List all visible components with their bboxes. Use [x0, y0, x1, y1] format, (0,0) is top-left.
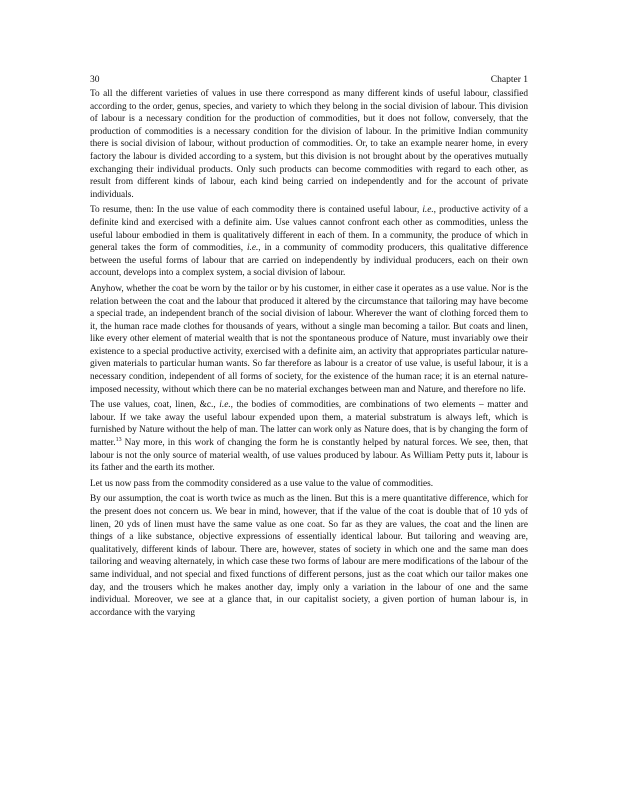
paragraph-1: To all the different varieties of values in use there correspond as many different kinds of useful labour, classified according to the order, genus, species, and variety to which they belong in the social division of labour. This division of labour is a necessary condition for the production of commodities, but it does not follow, conversely, that the production of commodities is a necessary condition for the division of labour. In the primitive Indian community there is social division of labour, without production of commodities. Or, to take an example nearer home, in every factory the labour is divided according to a system, but this division is not brought about by the operatives mutually exchanging their individual products. Only such products can become commodities with regard to each other, as result from different kinds of labour, each kind being carried on independently and for the account of private individuals. [90, 89, 528, 200]
paragraph-4-text-b: , the bodies of commodities, are combinations of two elements – matter and labour. If we take away the useful labour expended upon them, a material substratum is always left, which is furnished by Nature without the help of man. The latter can work only as Nature does, that is by changing the form of matter. [90, 400, 528, 449]
paragraph-2-text-c: , in a community of commodity producers, this qualitative difference between the useful forms of labour that are carried on independently by individual producers, each on their own account, develops into a complex system, a social division of labour. [90, 243, 528, 279]
paragraph-4 [90, 399, 528, 475]
paragraph-4-text-c: Nay more, in this work of changing the form he is constantly helped by natural forces. We see, then, that labour is not the only source of material wealth, of use values produced by labour. As William Petty puts it, labour is its father and the earth its mother. [90, 438, 528, 474]
paragraph-5: Let us now pass from the commodity considered as a use value to the value of commodities. [90, 478, 434, 489]
page-number: 30 [90, 75, 100, 85]
paragraph-3: Anyhow, whether the coat be worn by the tailor or by his customer, in either case it operates as a use value. Nor is the relation between the coat and the labour that produced it altered by the circumstance that tailoring may have become a special trade, an independent branch of the social division of labour. Wherever the want of clothing forced them to it, the human race made clothes for thousands of years, without a single man becoming a tailor. But coats and linen, like every other element of material wealth that is not the spontaneous produce of Nature, must invariably owe their existence to a special productive activity, exercised with a definite aim, an activity that appropriates particular nature-given materials to particular human wants. So far therefore as labour is a creator of use value, is useful labour, it is a necessary condition, independent of all forms of society, for the existence of the human race; it is an eternal nature-imposed necessity, without which there can be no material exchanges between man and Nature, and therefore no life. [90, 283, 528, 395]
paragraph-2-text-b: , productive activity of a definite kind and exercised with a definite aim. Use values cannot confront each other as commodities, unless the useful labour embodied in them is qualitatively different in each of them. In a community, the produce of which in general takes the form of commodities, [90, 205, 528, 254]
paragraph-2-italic-ie-2: i.e. [246, 243, 259, 254]
paragraph-2-italic-ie-1: i.e. [422, 205, 434, 216]
paragraph-4-italic-ie: i.e. [219, 400, 231, 411]
document-page [90, 74, 528, 622]
running-header [90, 74, 528, 86]
paragraph-2-text-a: To resume, then: In the use value of each commodity there is contained useful labour, [90, 205, 423, 216]
footnote-marker[interactable]: 13 [115, 436, 122, 443]
paragraph-6: By our assumption, the coat is worth twice as much as the linen. But this is a mere quantitative difference, which for the present does not concern us. We bear in mind, however, that if the value of the coat is double that of 10 yds of linen, 20 yds of linen must have the same value as one coat. So far as they are values, the coat and the linen are things of a like substance, objective expressions of essentially identical labour. But tailoring and weaving are, qualitatively, different kinds of labour. There are, however, states of society in which one and the same man does tailoring and weaving alternately, in which case these two forms of labour are mere modifications of the labour of the same individual, and not special and fixed functions of different persons, just as the coat which our tailor makes one day, and the trousers which he makes another day, imply only a variation in the labour of one and the same individual. Moreover, we see at a glance that, in our capitalist society, a given portion of human labour is, in accordance with the varying [90, 494, 528, 618]
paragraph-2 [90, 204, 528, 280]
paragraph-4-text-a: The use values, coat, linen, &c., [90, 400, 220, 411]
chapter-label: Chapter 1 [490, 75, 528, 85]
